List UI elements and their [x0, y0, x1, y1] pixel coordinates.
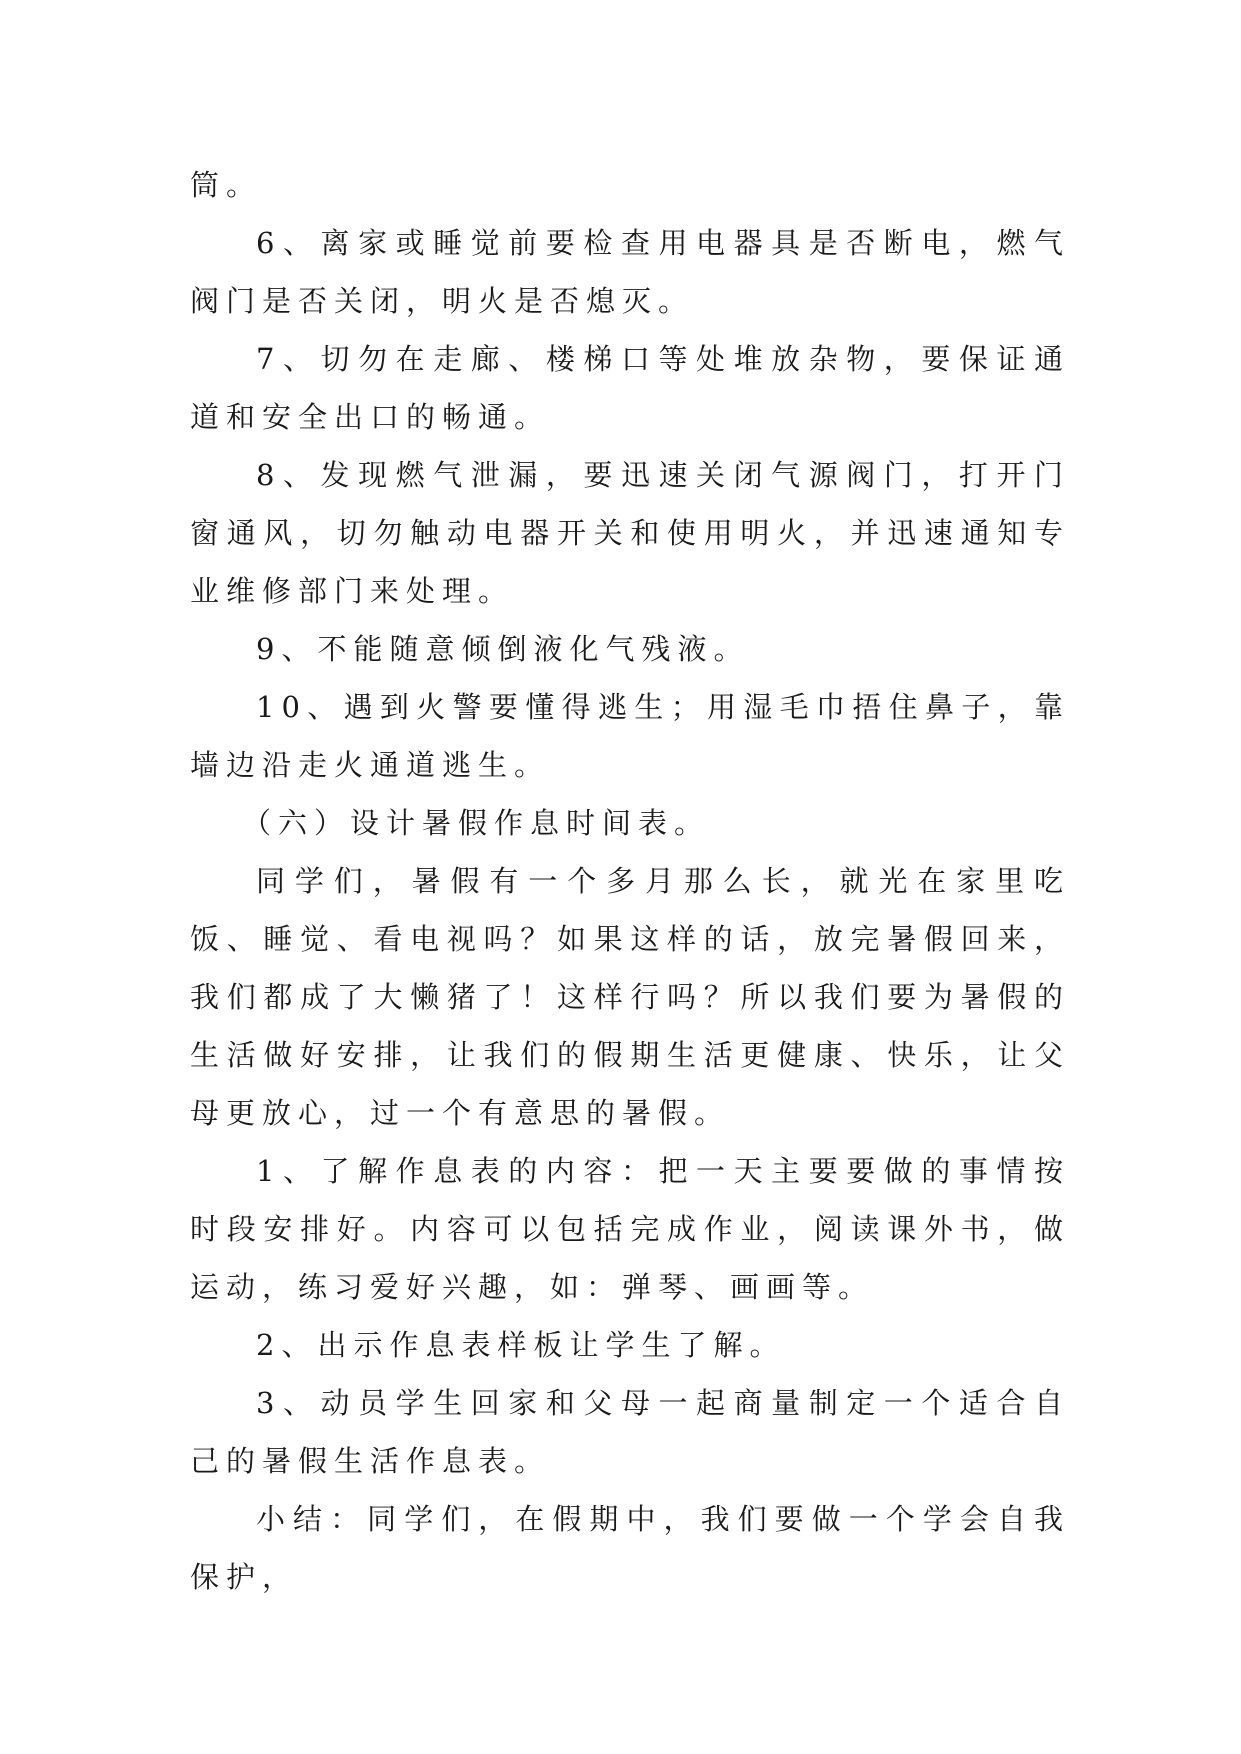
- section-heading: （六）设计暑假作息时间表。: [242, 806, 711, 840]
- paragraph-intro: 同学们，暑假有一个多月那么长，就光在家里吃饭、睡觉、看电视吗？如果这样的话，放完暑假回来，我们都成了大懒猪了！这样行吗？所以我们要为暑假的生活做好安排，让我们的假期生活更健康、快乐，让父母更放心，过一个有意思的暑假。: [190, 864, 1070, 1130]
- paragraph-summary: 小结：同学们，在假期中，我们要做一个学会自我保护，: [190, 1502, 1070, 1594]
- paragraph-step-2: 2、出示作息表样板让学生了解。: [256, 1328, 786, 1362]
- paragraph-item-10: 10、遇到火警要懂得逃生；用湿毛巾捂住鼻子，靠墙边沿走火通道逃生。: [190, 690, 1070, 782]
- paragraph-step-1: 1、了解作息表的内容：把一天主要要做的事情按时段安排好。内容可以包括完成作业，阅读课外书，做运动，练习爱好兴趣，如：弹琴、画画等。: [190, 1154, 1070, 1304]
- body-text: [190, 156, 1070, 1606]
- paragraph-step-3: 3、动员学生回家和父母一起商量制定一个适合自己的暑假生活作息表。: [190, 1386, 1070, 1478]
- paragraph-continuation: 筒。: [190, 168, 263, 202]
- paragraph-item-8: 8、发现燃气泄漏，要迅速关闭气源阀门，打开门窗通风，切勿触动电器开关和使用明火，并迅速通知专业维修部门来处理。: [190, 458, 1070, 608]
- paragraph-item-7: 7、切勿在走廊、楼梯口等处堆放杂物，要保证通道和安全出口的畅通。: [190, 342, 1070, 434]
- paragraph-item-9: 9、不能随意倾倒液化气残液。: [256, 632, 750, 666]
- paragraph-item-6: 6、离家或睡觉前要检查用电器具是否断电，燃气阀门是否关闭，明火是否熄灭。: [190, 226, 1070, 318]
